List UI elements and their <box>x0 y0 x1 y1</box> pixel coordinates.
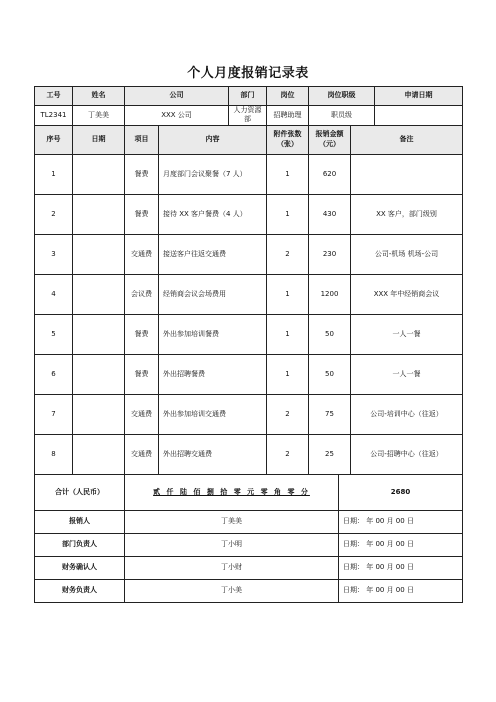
row-seq[interactable]: 5 <box>35 314 73 354</box>
header-date: 日期 <box>73 125 125 154</box>
header-position-level: 岗位职级 <box>309 87 375 106</box>
row-content[interactable]: 月度部门会议聚餐（7 人） <box>159 154 267 194</box>
info-value-row <box>35 106 463 126</box>
row-item[interactable]: 交通费 <box>125 234 159 274</box>
row-content[interactable]: 外出参加培训餐费 <box>159 314 267 354</box>
row-item[interactable]: 交通费 <box>125 434 159 474</box>
table-row <box>35 154 463 194</box>
info-header-row <box>35 87 463 106</box>
header-employee-id: 工号 <box>35 87 73 106</box>
total-amount: 2680 <box>339 475 463 511</box>
row-seq[interactable]: 4 <box>35 274 73 314</box>
row-attachments[interactable]: 1 <box>267 354 309 394</box>
row-amount[interactable]: 75 <box>309 394 351 434</box>
row-amount[interactable]: 25 <box>309 434 351 474</box>
signature-name[interactable]: 丁小美 <box>125 580 339 603</box>
row-remark[interactable]: XX 客户，部门级别 <box>351 194 463 234</box>
signature-name[interactable]: 丁小明 <box>125 534 339 557</box>
position-name[interactable]: 招聘助理 <box>267 106 309 126</box>
row-date[interactable] <box>73 194 125 234</box>
row-item[interactable]: 餐费 <box>125 354 159 394</box>
row-seq[interactable]: 1 <box>35 154 73 194</box>
employee-id[interactable]: TL2341 <box>35 106 73 126</box>
row-seq[interactable]: 2 <box>35 194 73 234</box>
company-name[interactable]: XXX 公司 <box>125 106 229 126</box>
header-seq: 序号 <box>35 125 73 154</box>
signature-row <box>35 511 463 534</box>
header-position: 岗位 <box>267 87 309 106</box>
detail-header-row <box>35 125 463 154</box>
row-attachments[interactable]: 2 <box>267 234 309 274</box>
row-remark[interactable]: 公司-招聘中心（往返） <box>351 434 463 474</box>
header-amount: 报销金额（元） <box>309 125 351 154</box>
row-attachments[interactable]: 1 <box>267 194 309 234</box>
row-amount[interactable]: 1200 <box>309 274 351 314</box>
row-attachments[interactable]: 1 <box>267 154 309 194</box>
total-label: 合计（人民币） <box>35 475 125 511</box>
row-amount[interactable]: 50 <box>309 314 351 354</box>
header-name: 姓名 <box>73 87 125 106</box>
signature-date[interactable]: 日期： 年 00 月 00 日 <box>339 580 463 603</box>
row-seq[interactable]: 8 <box>35 434 73 474</box>
row-content[interactable]: 外出招聘交通费 <box>159 434 267 474</box>
header-apply-date: 申请日期 <box>375 87 463 106</box>
row-attachments[interactable]: 2 <box>267 434 309 474</box>
row-item[interactable]: 交通费 <box>125 394 159 434</box>
total-in-words-text: 贰 仟 陆 佰 捌 拾 零 元 零 角 零 分 <box>153 487 310 496</box>
page-title: 个人月度报销记录表 <box>187 66 309 81</box>
row-seq[interactable]: 6 <box>35 354 73 394</box>
signature-name[interactable]: 丁美美 <box>125 511 339 534</box>
table-row <box>35 314 463 354</box>
position-level[interactable]: 职员级 <box>309 106 375 126</box>
total-row <box>35 475 463 511</box>
department-name[interactable]: 人力资源部 <box>229 106 267 126</box>
row-seq[interactable]: 3 <box>35 234 73 274</box>
table-row <box>35 274 463 314</box>
row-attachments[interactable]: 1 <box>267 274 309 314</box>
row-date[interactable] <box>73 154 125 194</box>
header-remark: 备注 <box>351 125 463 154</box>
signature-date[interactable]: 日期： 年 00 月 00 日 <box>339 557 463 580</box>
signature-role: 部门负责人 <box>35 534 125 557</box>
row-amount[interactable]: 230 <box>309 234 351 274</box>
signature-date[interactable]: 日期： 年 00 月 00 日 <box>339 511 463 534</box>
row-item[interactable]: 餐费 <box>125 314 159 354</box>
row-date[interactable] <box>73 394 125 434</box>
reimbursement-table <box>34 86 463 475</box>
row-amount[interactable]: 620 <box>309 154 351 194</box>
table-row <box>35 434 463 474</box>
signature-row <box>35 580 463 603</box>
table-row <box>35 394 463 434</box>
row-content[interactable]: 接送客户往返交通费 <box>159 234 267 274</box>
row-date[interactable] <box>73 314 125 354</box>
row-amount[interactable]: 430 <box>309 194 351 234</box>
summary-table <box>34 474 463 603</box>
row-content[interactable]: 外出参加培训交通费 <box>159 394 267 434</box>
employee-name[interactable]: 丁美美 <box>73 106 125 126</box>
signature-role: 报销人 <box>35 511 125 534</box>
row-item[interactable]: 餐费 <box>125 154 159 194</box>
header-attachments: 附件张数（张） <box>267 125 309 154</box>
row-amount[interactable]: 50 <box>309 354 351 394</box>
table-row <box>35 354 463 394</box>
row-attachments[interactable]: 2 <box>267 394 309 434</box>
row-remark[interactable]: 一人一餐 <box>351 354 463 394</box>
row-date[interactable] <box>73 274 125 314</box>
header-item: 项目 <box>125 125 159 154</box>
row-date[interactable] <box>73 434 125 474</box>
table-row <box>35 234 463 274</box>
total-in-words <box>125 475 339 511</box>
signature-date[interactable]: 日期： 年 00 月 00 日 <box>339 534 463 557</box>
row-date[interactable] <box>73 354 125 394</box>
signature-role: 财务确认人 <box>35 557 125 580</box>
apply-date[interactable] <box>375 106 463 126</box>
row-item[interactable]: 餐费 <box>125 194 159 234</box>
signature-row <box>35 534 463 557</box>
row-remark[interactable]: XXX 年中经销商会议 <box>351 274 463 314</box>
row-date[interactable] <box>73 234 125 274</box>
row-item[interactable]: 会议费 <box>125 274 159 314</box>
row-attachments[interactable]: 1 <box>267 314 309 354</box>
signature-row <box>35 557 463 580</box>
header-company: 公司 <box>125 87 229 106</box>
header-department: 部门 <box>229 87 267 106</box>
row-content[interactable]: 外出招聘餐费 <box>159 354 267 394</box>
table-row <box>35 194 463 234</box>
signature-name[interactable]: 丁小财 <box>125 557 339 580</box>
row-remark[interactable]: 一人一餐 <box>351 314 463 354</box>
header-content: 内容 <box>159 125 267 154</box>
row-remark[interactable]: 公司-机场 机场-公司 <box>351 234 463 274</box>
row-remark[interactable] <box>351 154 463 194</box>
row-remark[interactable]: 公司-培训中心（往返） <box>351 394 463 434</box>
signature-role: 财务负责人 <box>35 580 125 603</box>
row-seq[interactable]: 7 <box>35 394 73 434</box>
row-content[interactable]: 经销商会议会场费用 <box>159 274 267 314</box>
row-content[interactable]: 接待 XX 客户餐费（4 人） <box>159 194 267 234</box>
